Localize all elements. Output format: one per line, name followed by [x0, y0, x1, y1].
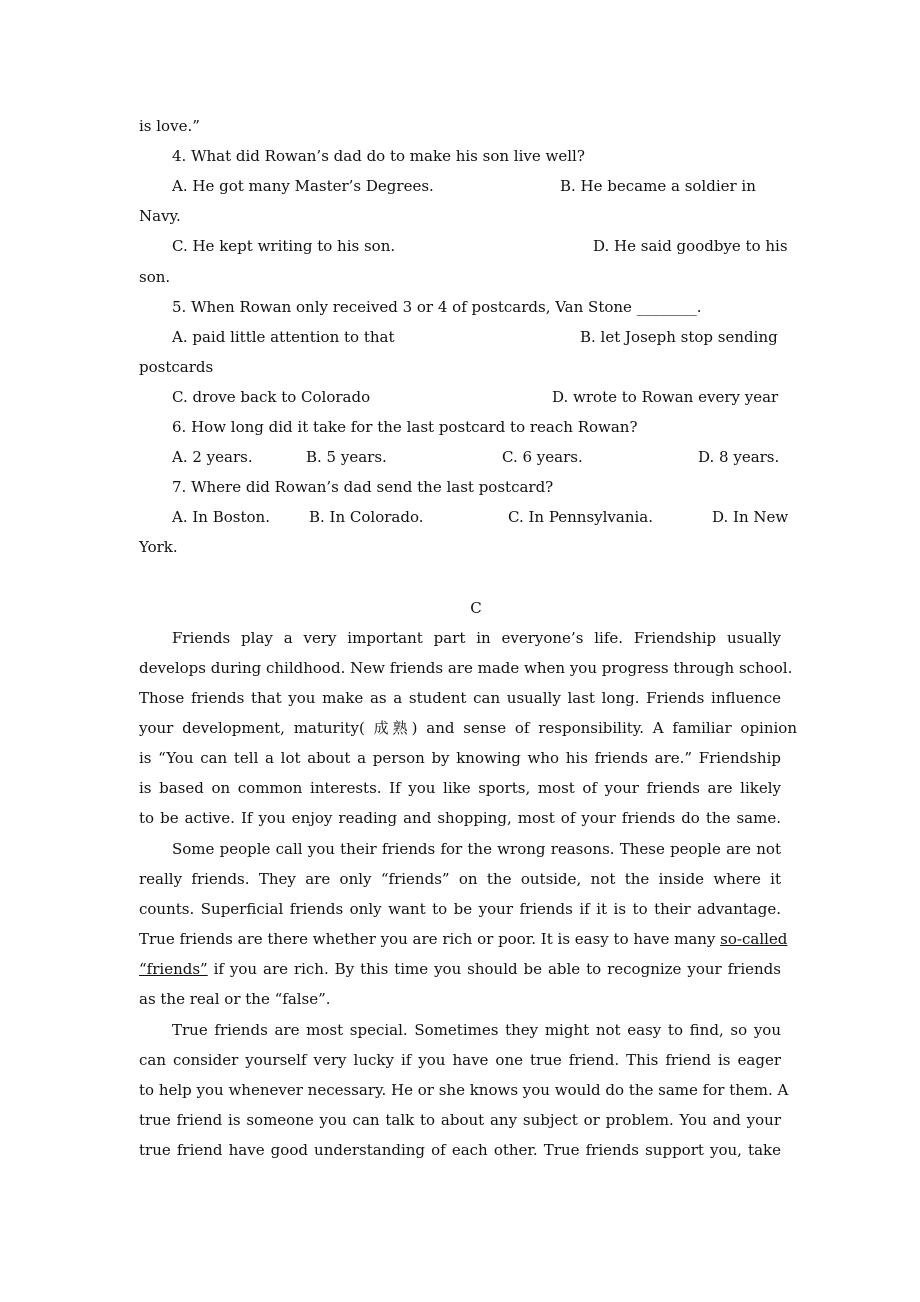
paragraph-3-line: true friend is someone you can talk to about any subject or problem. You and your: [139, 1111, 781, 1129]
q6-option-a: A. 2 years.: [172, 448, 253, 466]
question-5-options-ab: [172, 326, 781, 348]
q4-option-c: C. He kept writing to his son.: [172, 237, 396, 255]
section-heading: C: [470, 599, 482, 617]
q6-option-d: D. 8 years.: [698, 448, 780, 466]
paragraph-2-line: [139, 928, 788, 950]
paragraph-2-line: counts. Superficial friends only want to be your friends if it is to their advantage.: [139, 900, 781, 918]
paragraph-3-line: True friends are most special. Sometimes they might not easy to find, so you: [172, 1021, 781, 1039]
paragraph-3-line: true friend have good understanding of each other. True friends support you, take: [139, 1141, 781, 1159]
q5-option-b-continued: postcards: [139, 358, 214, 376]
question-4-options-ab: [172, 175, 781, 197]
q4-option-b-continued: Navy.: [139, 207, 181, 225]
paragraph-2-line: as the real or the “false”.: [139, 990, 331, 1008]
paragraph-2-text: True friends are there whether you are rich or poor. It is easy to have many: [139, 930, 721, 948]
paragraph-2-line: [139, 958, 781, 980]
q4-option-a: A. He got many Master’s Degrees.: [172, 177, 434, 195]
q4-option-b: B. He became a soldier in: [560, 177, 756, 195]
q7-option-d-continued: York.: [139, 538, 178, 556]
q6-option-c: C. 6 years.: [502, 448, 583, 466]
question-5-options-cd: [172, 386, 781, 408]
q5-option-b: B. let Joseph stop sending: [580, 328, 778, 346]
question-4-options-cd: [172, 235, 788, 257]
paragraph-1-line: develops during childhood. New friends are made when you progress through school.: [139, 659, 793, 677]
question-7-options: [172, 506, 789, 528]
question-5-stem: 5. When Rowan only received 3 or 4 of postcards, Van Stone ________.: [172, 298, 702, 316]
continuation-line: is love.”: [139, 117, 200, 135]
paragraph-1-line: Friends play a very important part in everyone’s life. Friendship usually: [172, 629, 781, 647]
q7-option-a: A. In Boston.: [172, 508, 270, 526]
paragraph-1-line: to be active. If you enjoy reading and shopping, most of your friends do the same.: [139, 809, 781, 827]
question-7-stem: 7. Where did Rowan’s dad send the last postcard?: [172, 478, 554, 496]
q4-option-d: D. He said goodbye to his: [593, 237, 788, 255]
q7-option-d: D. In New: [712, 508, 789, 526]
question-6-stem: 6. How long did it take for the last postcard to reach Rowan?: [172, 418, 638, 436]
paragraph-3-line: to help you whenever necessary. He or she knows you would do the same for them. A: [139, 1081, 789, 1099]
underlined-phrase: “friends”: [139, 960, 208, 978]
q5-option-a: A. paid little attention to that: [172, 328, 395, 346]
paragraph-2-line: Some people call you their friends for the wrong reasons. These people are not: [172, 840, 781, 858]
q5-option-d: D. wrote to Rowan every year: [552, 388, 779, 406]
q7-option-b: B. In Colorado.: [309, 508, 424, 526]
paragraph-1-line: is “You can tell a lot about a person by knowing who his friends are.” Friendship: [139, 749, 781, 767]
paragraph-1-line: is based on common interests. If you like sports, most of your friends are likely: [139, 779, 781, 797]
paragraph-3-line: can consider yourself very lucky if you have one true friend. This friend is eager: [139, 1051, 781, 1069]
question-6-options: [172, 446, 781, 468]
q4-option-d-continued: son.: [139, 268, 171, 286]
q6-option-b: B. 5 years.: [306, 448, 387, 466]
paragraph-2-text: if you are rich. By this time you should be able to recognize your friends: [207, 960, 781, 978]
paragraph-2-line: really friends. They are only “friends” on the outside, not the inside where it: [139, 870, 781, 888]
q5-option-c: C. drove back to Colorado: [172, 388, 371, 406]
paragraph-1-line: your development, maturity( 成熟) and sense of responsibility. A familiar opinion: [139, 719, 797, 737]
underlined-phrase: so-called: [720, 930, 788, 948]
question-4-stem: 4. What did Rowan’s dad do to make his son live well?: [172, 147, 585, 165]
paragraph-1-line: Those friends that you make as a student can usually last long. Friends influence: [139, 689, 781, 707]
q7-option-c: C. In Pennsylvania.: [508, 508, 654, 526]
